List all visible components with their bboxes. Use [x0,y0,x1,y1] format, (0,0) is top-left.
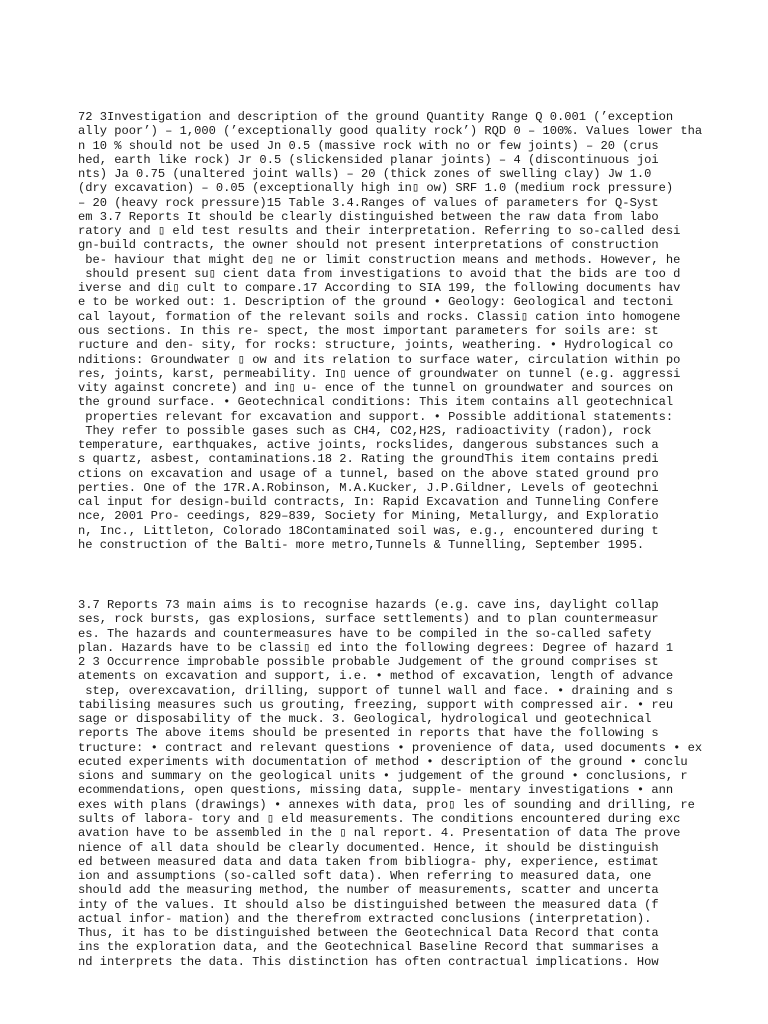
text-line: hed, earth like rock) Jr 0.5 (slickensided planar joints) – 4 (discontinuous joi [78,152,659,167]
text-line: should add the measuring method, the number of measurements, scatter and uncerta [78,883,659,898]
text-line: nts) Ja 0.75 (unaltered joint walls) – 20 (thick zones of swelling clay) Jw 1.0 [78,167,652,182]
text-line: ses, rock bursts, gas explosions, surface settlements) and to plan countermeasur [78,612,659,627]
text-line: ecommendations, open questions, missing data, supple- mentary investigations • ann [78,783,674,798]
text-line: tructure: • contract and relevant questions • provenience of data, used documents • ex [78,740,703,755]
text-line: es. The hazards and countermeasures have to be compiled in the so-called safety [78,626,652,641]
text-line: ous sections. In this re- spect, the most important parameters for soils are: st [78,323,659,338]
text-block-2 [78,598,702,969]
text-line: ratory and ▯ eld test results and their interpretation. Referring to so-called desi [78,224,681,239]
text-line: exes with plans (drawings) • annexes with data, pro▯ les of sounding and drilling, re [78,797,695,812]
text-line: vity against concrete) and in▯ u- ence of the tunnel on groundwater and sources on [78,381,674,396]
text-line: actual infor- mation) and the therefrom extracted conclusions (interpretation). [78,911,652,926]
text-line: he construction of the Balti- more metro,Tunnels & Tunnelling, September 1995. [78,537,645,552]
text-line: s quartz, asbest, contaminations.18 2. Rating the groundThis item contains predi [78,452,659,467]
text-line: sions and summary on the geological units • judgement of the ground • conclusions, r [78,769,688,784]
text-line: ins the exploration data, and the Geotechnical Baseline Record that summarises a [78,940,659,955]
text-line: inty of the values. It should also be distinguished between the measured data (f [78,897,659,912]
text-line: tabilising measures such us grouting, freezing, support with compressed air. • reu [78,697,674,712]
text-line: sage or disposability of the muck. 3. Geological, hydrological und geotechnical [78,712,652,727]
text-line: perties. One of the 17R.A.Robinson, M.A.Kucker, J.P.Gildner, Levels of geotechni [78,480,659,495]
text-line: ctions on excavation and usage of a tunnel, based on the above stated ground pro [78,466,659,481]
text-line: the ground surface. • Geotechnical conditions: This item contains all geotechnical [78,395,674,410]
text-line: n, Inc., Littleton, Colorado 18Contaminated soil was, e.g., encountered during t [78,523,659,538]
text-line: – 20 (heavy rock pressure)15 Table 3.4.Ranges of values of parameters for Q-Syst [78,195,659,210]
text-line: plan. Hazards have to be classi▯ ed into the following degrees: Degree of hazard 1 [78,640,674,655]
text-line: cal input for design-build contracts, In: Rapid Excavation and Tunneling Confere [78,495,659,510]
text-line: atements on excavation and support, i.e. • method of excavation, length of advance [78,669,674,684]
text-line: ion and assumptions (so-called soft data). When referring to measured data, one [78,869,652,884]
text-line: nditions: Groundwater ▯ ow and its relation to surface water, circulation within po [78,352,681,367]
text-line: nience of all data should be clearly documented. Hence, it should be distinguish [78,840,659,855]
text-line: cal layout, formation of the relevant soils and rocks. Classi▯ cation into homogene [78,309,681,324]
text-line: nd interprets the data. This distinction has often contractual implications. How [78,954,659,969]
text-line: ecuted experiments with documentation of method • description of the ground • conclu [78,754,688,769]
text-line: nce, 2001 Pro- ceedings, 829–839, Society for Mining, Metallurgy, and Exploratio [78,509,659,524]
text-line: should present su▯ cient data from investigations to avoid that the bids are too d [78,266,681,281]
text-line: e to be worked out: 1. Description of the ground • Geology: Geological and tectoni [78,295,674,310]
text-line: ructure and den- sity, for rocks: structure, joints, weathering. • Hydrological co [78,338,674,353]
text-line: step, overexcavation, drilling, support of tunnel wall and face. • draining and s [78,683,674,698]
text-line: avation have to be assembled in the ▯ nal report. 4. Presentation of data The prove [78,826,681,841]
text-line: res, joints, karst, permeability. In▯ uence of groundwater on tunnel (e.g. aggressi [78,366,681,381]
text-line: They refer to possible gases such as CH4, CO2,H2S, radioactivity (radon), rock [78,423,652,438]
text-line: 3.7 Reports 73 main aims is to recognise hazards (e.g. cave ins, daylight collap [78,598,659,612]
text-line: 72 3Investigation and description of the ground Quantity Range Q 0.001 (’exception [78,110,674,124]
text-line: Thus, it has to be distinguished between the Geotechnical Data Record that conta [78,926,659,941]
text-line: gn-build contracts, the owner should not present interpretations of construction [78,238,659,253]
text-line: iverse and di▯ cult to compare.17 According to SIA 199, the following documents hav [78,281,681,296]
text-block-1 [78,110,702,552]
text-line: sults of labora- tory and ▯ eld measurements. The conditions encountered during exc [78,811,681,826]
text-line: (dry excavation) – 0.05 (exceptionally high in▯ ow) SRF 1.0 (medium rock pressure) [78,181,674,196]
text-line: reports The above items should be presented in reports that have the following s [78,726,659,741]
text-line: n 10 % should not be used Jn 0.5 (massive rock with no or few joints) – 20 (crus [78,138,659,153]
text-line: be- haviour that might de▯ ne or limit construction means and methods. However, he [78,252,681,267]
text-line: em 3.7 Reports It should be clearly distinguished between the raw data from labo [78,209,659,224]
text-line: properties relevant for excavation and support. • Possible additional statements: [78,409,674,424]
text-line: 2 3 Occurrence improbable possible probable Judgement of the ground comprises st [78,655,659,670]
text-line: temperature, earthquakes, active joints, rockslides, dangerous substances such a [78,438,659,453]
text-line: ally poor’) – 1,000 (’exceptionally good quality rock’) RQD 0 – 100%. Values lower tha [78,124,703,139]
text-line: ed between measured data and data taken from bibliogra- phy, experience, estimat [78,854,659,869]
